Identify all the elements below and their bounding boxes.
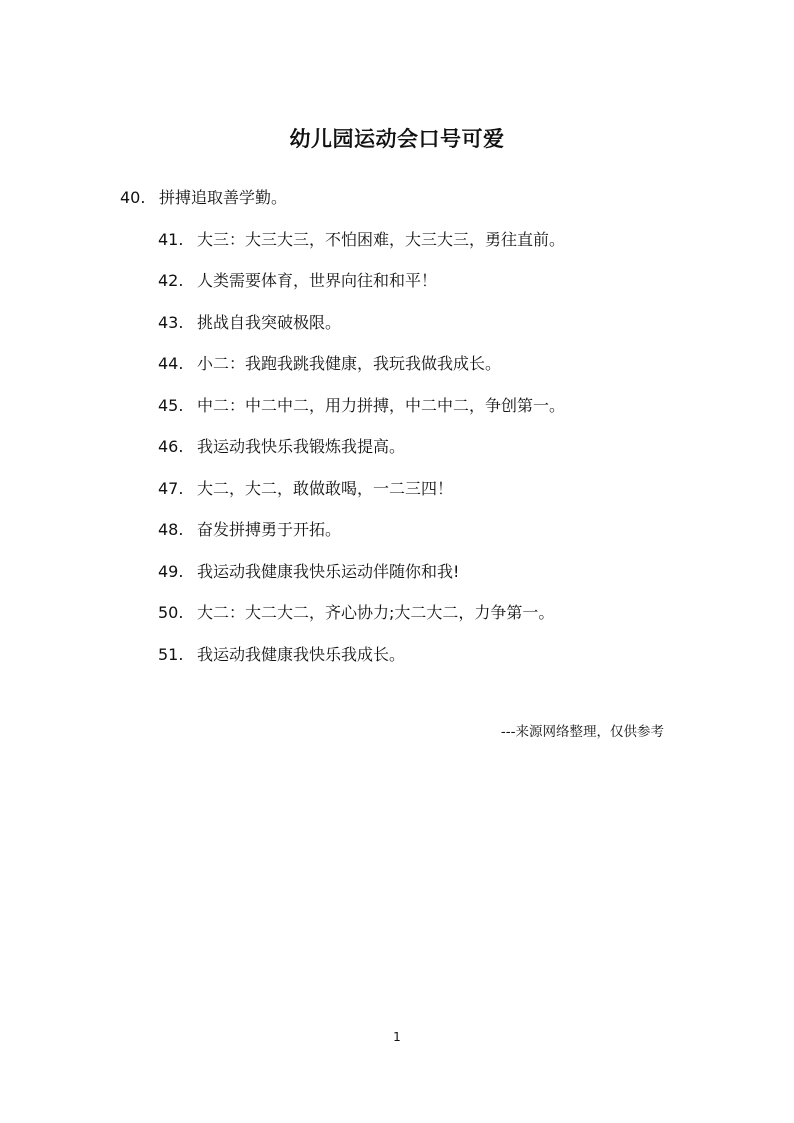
page-title: 幼儿园运动会口号可爱 (289, 127, 505, 151)
item-text: 大三：大三大三，不怕困难，大三大三，勇往直前。 (197, 230, 566, 249)
item-number: 51. (158, 645, 184, 664)
list-item (158, 354, 501, 374)
list-item (158, 396, 565, 416)
item-number: 41. (158, 230, 184, 249)
item-text: 小二：我跑我跳我健康，我玩我做我成长。 (197, 354, 502, 373)
item-number: 40. (120, 188, 146, 207)
item-number: 43. (158, 313, 184, 332)
list-item (158, 230, 565, 250)
list-item (158, 603, 554, 623)
item-text: 我运动我快乐我锻炼我提高。 (197, 437, 406, 456)
item-number: 46. (158, 437, 184, 456)
item-number: 47. (158, 479, 184, 498)
item-number: 45. (158, 396, 184, 415)
item-number: 49. (158, 562, 184, 581)
item-text: 奋发拼搏勇于开拓。 (197, 520, 342, 539)
list-item (158, 437, 405, 457)
list-item (120, 188, 287, 208)
page-number: 1 (393, 1030, 401, 1044)
list-item (158, 520, 341, 540)
item-number: 42. (158, 271, 184, 290)
item-text: 中二：中二中二，用力拼搏，中二中二，争创第一。 (197, 396, 566, 415)
item-number: 50. (158, 603, 184, 622)
list-item (158, 479, 453, 499)
list-item (158, 313, 341, 333)
list-item (158, 271, 437, 291)
list-item (158, 562, 459, 582)
item-text: 我运动我健康我快乐运动伴随你和我! (197, 562, 460, 581)
item-number: 48. (158, 520, 184, 539)
item-text: 挑战自我突破极限。 (197, 313, 342, 332)
item-text: 人类需要体育，世界向往和和平！ (197, 271, 438, 290)
item-text: 大二，大二，敢做敢喝，一二三四！ (197, 479, 454, 498)
list-item (158, 645, 405, 665)
item-text: 大二：大二大二，齐心协力;大二大二，力争第一。 (197, 603, 555, 622)
source-note: ---来源网络整理，仅供参考 (500, 724, 664, 740)
item-text: 拼搏追取善学勤。 (159, 188, 288, 207)
item-text: 我运动我健康我快乐我成长。 (197, 645, 406, 664)
item-number: 44. (158, 354, 184, 373)
